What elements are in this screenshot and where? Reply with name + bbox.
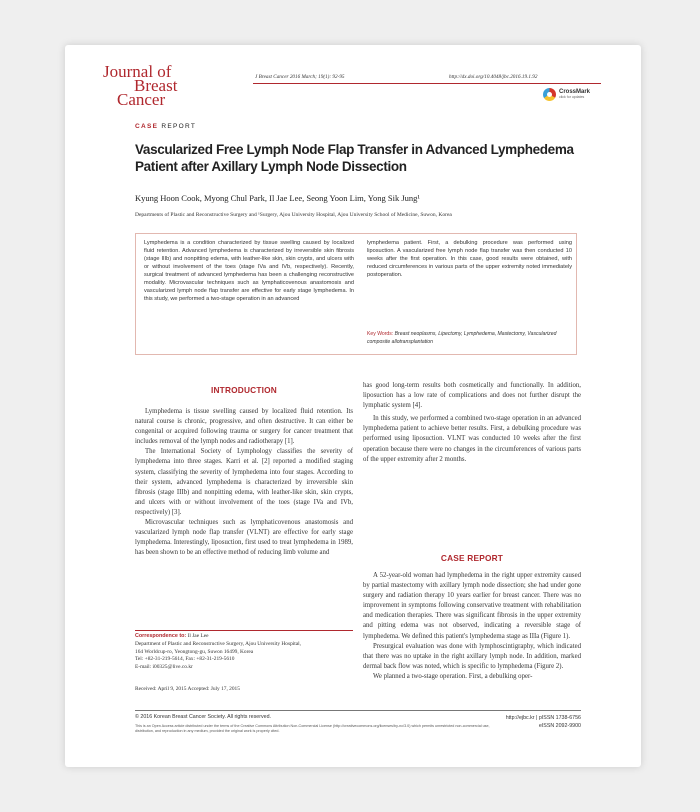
case-paragraph-3: We planned a two-stage operation. First, a debulking oper- xyxy=(373,672,533,680)
correspondence-address: 164 Worldcup-ro, Yeongtong-gu, Suwon 16499, Korea xyxy=(135,648,254,655)
intro-paragraph-2: The International Society of Lymphology classifies the severity of lymphedema into three stages. Karri et al. [2] reported a modified staging system, classifying the severity of lymphedema into four stages. According to their system, advanced lymphedema is characterized by irreversible skin fibrosis (stage IIIb) and nonpitting edema, with leather-like skin, skin crypts, and ulcers with or without involvement of the toes (stage IVa and IVb, respectively) [3]. xyxy=(135,448,353,516)
received-accepted-dates: Received: April 9, 2015 Accepted: July 17, 2015 xyxy=(135,686,240,692)
case-report-column xyxy=(363,571,581,682)
abstract-left: Lymphedema is a condition characterized by tissue swelling caused by localized fluid retention. Advanced lymphedema is characterized by irreversible skin fibrosis (stage IIIb) and nonpitting edema, with leather-like skin, skin crypts, and ulcers with or without involvement of the toes (stage IVa and IVb, respectively). Recently, surgical treatment of advanced lymphedema has been a challenging reconstructive modality. Microvascular techniques such as lymphaticovenous anastomosis and vascularized lymph node flap transfer are effective for early stage lymphedema. In this study, we performed a two-stage operation in an advanced xyxy=(144,240,354,303)
header-divider xyxy=(253,83,601,84)
correspondence-name: Il Jae Lee xyxy=(186,633,209,639)
correspondence xyxy=(135,633,353,672)
journal-logo-line1: Journal of xyxy=(103,62,172,81)
intro-paragraph-1: Lymphedema is tissue swelling caused by localized fluid retention. Its natural course is chronic, progressive, and often destructive. It can either be congenital or acquired following trauma or surgery for cancer treatment that includes removal of the lymph nodes and radiotherapy [1]. xyxy=(135,408,353,446)
article-page xyxy=(65,45,641,767)
introduction-left-column xyxy=(135,407,353,558)
crossmark-label: CrossMark xyxy=(559,88,591,95)
journal-logo-line3: Cancer xyxy=(117,90,166,109)
introduction-heading: INTRODUCTION xyxy=(210,385,277,395)
case-paragraph-2: Presurgical evaluation was done with lymphoscintigraphy, which indicated that there was no uptake in the right axillary lymph node. In addition, marked dermal back flow was noted, which is specific to lymphedema (Figure 2). xyxy=(363,642,581,670)
footer-divider xyxy=(135,710,581,711)
article-type-part2: REPORT xyxy=(158,123,197,130)
authors: Kyung Hoon Cook, Myong Chul Park, Il Jae Lee, Seong Yoon Lim, Yong Sik Jung¹ xyxy=(135,193,420,203)
doi-link[interactable]: http://dx.doi.org/10.4048/jbc.2016.19.1.92 xyxy=(449,74,538,80)
case-paragraph-1: A 52-year-old woman had lymphedema in the right upper extremity caused by partial mastectomy with axillary lymph node dissection; she had under gone surgery and radiation therapy 10 years earlier for breast cancer. There was no improvement in symptoms following conservative treatment with rehabilitation and medication therapies. There was significant fibrosis in the upper extremity and pitting edema was not observed, indicating a reversible stage of lymphedema. We defined this patient's lymphedema stage as IIIa (Figure 1). xyxy=(363,572,581,640)
correspondence-dept: Department of Plastic and Reconstructive Surgery, Ajou University Hospital, xyxy=(135,640,302,647)
journal-eissn: eISSN 2092-9900 xyxy=(538,723,581,729)
article-title: Vascularized Free Lymph Node Flap Transfer in Advanced Lymphedema Patient after Axillary Lymph Node Dissection xyxy=(135,142,574,174)
correspondence-email[interactable]: E-mail: i00325@live.co.kr xyxy=(135,664,193,671)
journal-logo-line2: Breast xyxy=(134,76,178,95)
intro-paragraph-3: Microvascular techniques such as lymphaticovenous anastomosis and vascularized lymph node flap transfer (VLNT) are effective for early stage lymphedema. Interestingly, liposuction, first used to treat lymphedema in 1989, has been shown to be an effective method of reducing limb volume and xyxy=(135,519,353,557)
journal-site-pissn[interactable]: http://ejbc.kr | pISSN 1738-6756 xyxy=(505,715,581,721)
intro-paragraph-4: has good long-term results both cosmetically and functionally. In addition, liposuction has a low rate of complications and does not further disrupt the lymphatic system [4]. xyxy=(363,382,581,410)
license-text: This is an Open Access article distributed under the terms of the Creative Commons Attribution Non-Commercial License (http://creativecommons.org/licenses/by-nc/3.0) which permits unrestricted non-commercial use, distribution, and reproduction in any medium, provided the original work is properly cited. xyxy=(135,724,490,734)
citation: J Breast Cancer 2016 March; 19(1): 92-95 xyxy=(255,74,345,80)
keywords-list: Breast neoplasms, Lipectomy, Lymphedema, Mastectomy, Vascularized composite allotransplantation xyxy=(367,331,557,345)
article-type-label xyxy=(135,123,196,130)
intro-paragraph-5: In this study, we performed a combined two-stage operation in an advanced lymphedema patient to achieve better results. First, a debulking procedure was performed using liposuction. VLNT was conducted 10 weeks after the first operation because there were no changes in the circumferences of various parts of the upper extremity after 2 months. xyxy=(363,415,581,463)
article-type-part1: CASE xyxy=(135,123,159,130)
correspondence-label: Correspondence to: xyxy=(135,633,187,639)
keywords-label: Key Words: xyxy=(367,331,394,337)
case-report-heading: CASE REPORT xyxy=(440,553,504,563)
introduction-right-column xyxy=(363,381,581,465)
copyright: © 2016 Korean Breast Cancer Society. All rights reserved. xyxy=(135,714,271,720)
journal-logo xyxy=(103,62,213,109)
affiliation: Departments of Plastic and Reconstructive Surgery and ¹Surgery, Ajou University Hospital, Ajou University School of Medicine, Suwon, Korea xyxy=(135,212,452,218)
keywords xyxy=(367,330,572,346)
crossmark-sub: click for updates xyxy=(559,94,585,99)
crossmark-icon xyxy=(543,88,556,101)
correspondence-tel: Tel: +82-31-219-5614, Fax: +82-31-219-5610 xyxy=(135,656,235,663)
abstract-box xyxy=(135,233,577,355)
crossmark-button[interactable] xyxy=(543,88,590,101)
correspondence-divider xyxy=(135,630,353,631)
abstract-right: lymphedema patient. First, a debulking procedure was performed using liposuction. A vascularized free lymph node flap transfer was then conducted 10 weeks after the first operation. In this case, good results were obtained, with reduced circumferences in various parts of the upper extremity noted immediately postoperation. xyxy=(367,240,572,279)
journal-site-info xyxy=(489,714,581,730)
